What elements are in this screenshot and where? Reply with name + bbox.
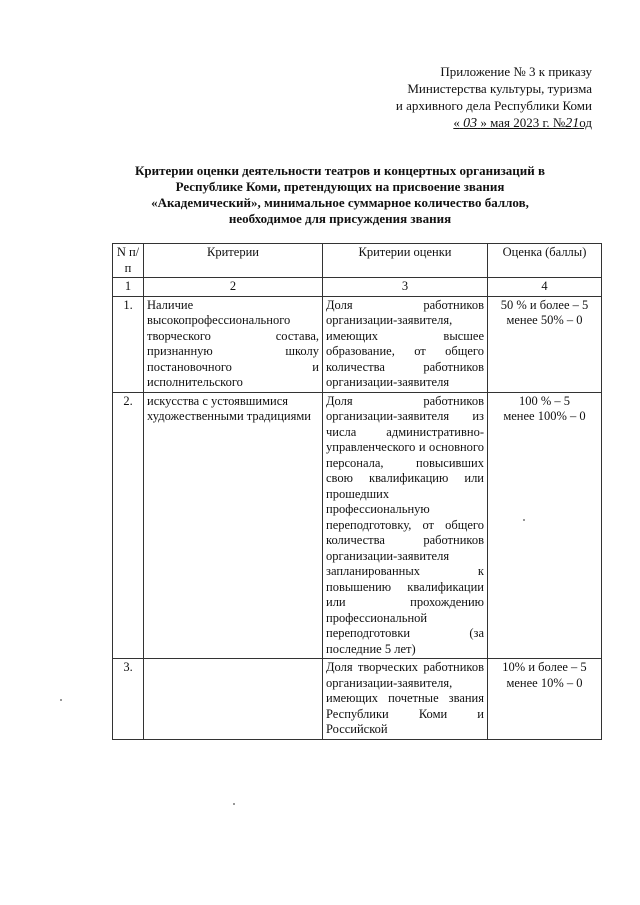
column-number: 3 xyxy=(323,278,488,297)
date-middle: » мая 2023 г. № xyxy=(480,115,566,130)
column-number: 2 xyxy=(144,278,323,297)
score-line: 10% и более – 5 xyxy=(502,660,587,674)
row-evaluation: Доля работников организации-заявителя, имеющих высшее образование, от общего количества работников организации-заявителя xyxy=(323,296,488,392)
column-number: 1 xyxy=(113,278,144,297)
appendix-date-line xyxy=(396,114,592,132)
row-score xyxy=(488,296,602,392)
score-line: менее 50% – 0 xyxy=(506,313,583,327)
title-line-2: Республике Коми, претендующих на присвоение звания xyxy=(175,179,505,194)
table-header-row xyxy=(113,244,602,278)
row-criteria: искусства с устоявшимися художественными традициями xyxy=(144,392,323,659)
row-score xyxy=(488,659,602,740)
row-criteria xyxy=(144,659,323,740)
score-line: менее 100% – 0 xyxy=(503,409,586,423)
row-score xyxy=(488,392,602,659)
header-num: N п/п xyxy=(113,244,144,278)
title-line-1: Критерии оценки деятельности театров и концертных организаций в xyxy=(134,163,546,178)
appendix-line-2: Министерства культуры, туризма xyxy=(407,81,592,96)
document-title xyxy=(100,163,580,227)
title-line-3: «Академический», минимальное суммарное количество баллов, xyxy=(151,195,529,210)
header-score: Оценка (баллы) xyxy=(488,244,602,278)
table-row xyxy=(113,392,602,659)
appendix-line-1: Приложение № 3 к приказу xyxy=(440,64,592,79)
row-criteria: Наличие высокопрофессионального творческого состава, признанную школу постановочного и исполнительского xyxy=(144,296,323,392)
column-number: 4 xyxy=(488,278,602,297)
row-evaluation: Доля работников организации-заявителя из числа административно-управленческого и основного персонала, повысивших свою квалификацию или прошедших профессиональную переподготовку, от общего количества работников организации-заявителя запланированных к повышению квалификации или прохождению профессиональной переподготовки (за последние 5 лет) xyxy=(323,392,488,659)
handwritten-day: 03 xyxy=(463,116,478,131)
title-line-4: необходимое для присуждения звания xyxy=(228,211,452,226)
appendix-line-3: и архивного дела Республики Коми xyxy=(395,98,592,113)
scan-speck xyxy=(523,519,525,521)
row-num: 3. xyxy=(113,659,144,740)
row-num: 2. xyxy=(113,392,144,659)
header-criteria: Критерии xyxy=(144,244,323,278)
criteria-table xyxy=(112,243,602,740)
handwritten-number: 21 xyxy=(565,116,580,131)
row-evaluation: Доля творческих работников организации-заявителя, имеющих почетные звания Республики Коми и Российской xyxy=(323,659,488,740)
scan-speck xyxy=(233,803,235,805)
score-line: менее 10% – 0 xyxy=(506,675,583,690)
table-row xyxy=(113,296,602,392)
date-prefix: « xyxy=(453,115,460,130)
row-num: 1. xyxy=(113,296,144,392)
column-number-row xyxy=(113,278,602,297)
score-line: 50 % и более – 5 xyxy=(500,297,589,312)
appendix-header xyxy=(396,63,592,132)
score-line: 100 % – 5 xyxy=(518,393,571,408)
scan-speck xyxy=(60,699,62,701)
date-suffix: од xyxy=(579,115,592,130)
table-row xyxy=(113,659,602,740)
header-evaluation-criteria: Критерии оценки xyxy=(323,244,488,278)
